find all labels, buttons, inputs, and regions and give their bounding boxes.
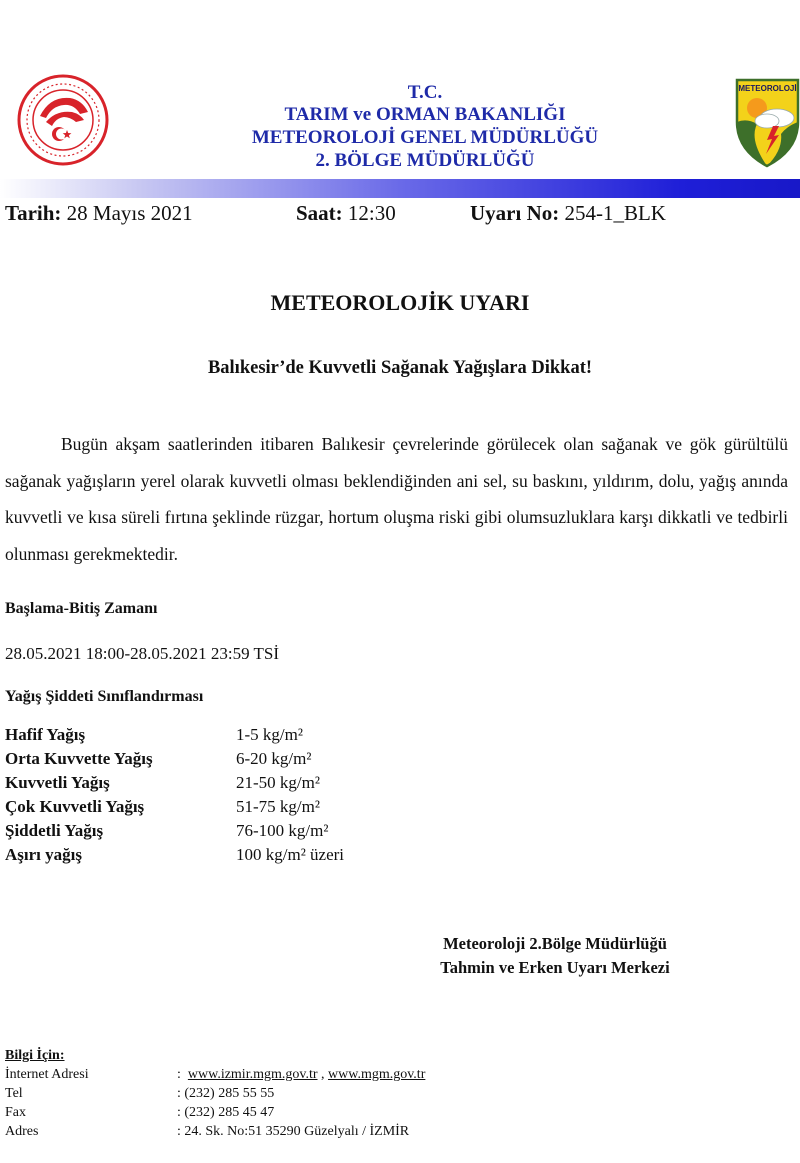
footer-internet-row — [5, 1067, 605, 1085]
classification-value: 100 kg/m² üzeri — [236, 845, 345, 864]
footer-address-value: : 24. Sk. No:51 35290 Güzelyalı / İZMİR — [177, 1124, 410, 1139]
header-gradient-bar — [0, 179, 800, 198]
warning-number-label: Uyarı No: — [470, 201, 560, 225]
classification-name: Çok Kuvvetli Yağış — [5, 797, 145, 816]
page-title: METEOROLOJİK UYARI — [270, 290, 530, 315]
signature-line-1: Meteoroloji 2.Bölge Müdürlüğü — [443, 934, 667, 953]
website-link-izmir[interactable]: www.izmir.mgm.gov.tr — [187, 1067, 318, 1082]
warning-number-field — [470, 201, 666, 226]
header-directorate: METEOROLOJİ GENEL MÜDÜRLÜĞÜ — [251, 127, 599, 148]
header-tc: T.C. — [407, 82, 443, 103]
classification-name: Hafif Yağış — [5, 725, 86, 744]
footer-tel-row — [5, 1086, 605, 1104]
warning-body — [5, 426, 788, 572]
time-label: Saat: — [296, 201, 343, 225]
footer-internet-sep: : — [177, 1067, 181, 1082]
footer-internet-value — [177, 1067, 425, 1083]
footer-link-sep: , — [321, 1067, 325, 1082]
signature-block — [390, 932, 720, 980]
footer-fax-label: Fax — [5, 1105, 26, 1120]
footer-fax-value: : (232) 285 45 47 — [177, 1105, 275, 1120]
period-value: 28.05.2021 18:00-28.05.2021 23:59 TSİ — [5, 644, 280, 663]
footer-address-label: Adres — [5, 1124, 39, 1139]
classification-name: Kuvvetli Yağış — [5, 773, 110, 792]
classification-name: Orta Kuvvette Yağış — [5, 749, 153, 768]
footer-address-row — [5, 1124, 605, 1142]
classification-name: Şiddetli Yağış — [5, 821, 104, 840]
date-label: Tarih: — [5, 201, 62, 225]
classification-value: 6-20 kg/m² — [236, 749, 312, 768]
meteorology-logo-text: METEOROLOJİ — [738, 84, 797, 93]
signature-line-2: Tahmin ve Erken Uyarı Merkezi — [440, 958, 670, 977]
period-label: Başlama-Bitiş Zamanı — [5, 600, 158, 617]
ministry-seal-logo — [10, 72, 116, 168]
header-ministry: TARIM ve ORMAN BAKANLIĞI — [284, 104, 566, 125]
date-value: 28 Mayıs 2021 — [66, 201, 193, 225]
header-region: 2. BÖLGE MÜDÜRLÜĞÜ — [315, 150, 535, 171]
time-value: 12:30 — [347, 201, 396, 225]
meteorology-logo — [735, 78, 800, 168]
footer-fax-row — [5, 1105, 605, 1123]
website-link-mgm[interactable]: www.mgm.gov.tr — [328, 1067, 426, 1082]
date-field — [5, 201, 193, 226]
classification-value: 21-50 kg/m² — [236, 773, 320, 792]
classification-value: 51-75 kg/m² — [236, 797, 320, 816]
warning-body-text: Bugün akşam saatlerinden itibaren Balıkesir çevrelerinde görülecek olan sağanak ve gök gürültülü sağanak yağışların yerel olarak kuvvetli olması beklendiğinden ani sel, su baskını, yıldırım, dolu, yağış anında kuvvetli ve kısa süreli fırtına şeklinde rüzgar, hortum oluşma riski gibi olumsuzluklara karşı dikkatli ve tedbirli olunması gerekmektedir. — [5, 434, 788, 564]
classification-label: Yağış Şiddeti Sınıflandırması — [5, 688, 204, 705]
footer-internet-label: İnternet Adresi — [5, 1067, 89, 1082]
footer-title-text: Bilgi İçin: — [5, 1048, 65, 1063]
header-titles — [200, 82, 650, 174]
classification-value: 76-100 kg/m² — [236, 821, 329, 840]
footer-tel-value: : (232) 285 55 55 — [177, 1086, 275, 1101]
classification-value: 1-5 kg/m² — [236, 725, 303, 744]
warning-subtitle: Balıkesir’de Kuvvetli Sağanak Yağışlara Dikkat! — [207, 358, 593, 378]
footer-tel-label: Tel — [5, 1086, 23, 1101]
time-field — [296, 201, 396, 226]
classification-name: Aşırı yağış — [5, 845, 82, 864]
warning-number-value: 254-1_BLK — [564, 201, 666, 225]
